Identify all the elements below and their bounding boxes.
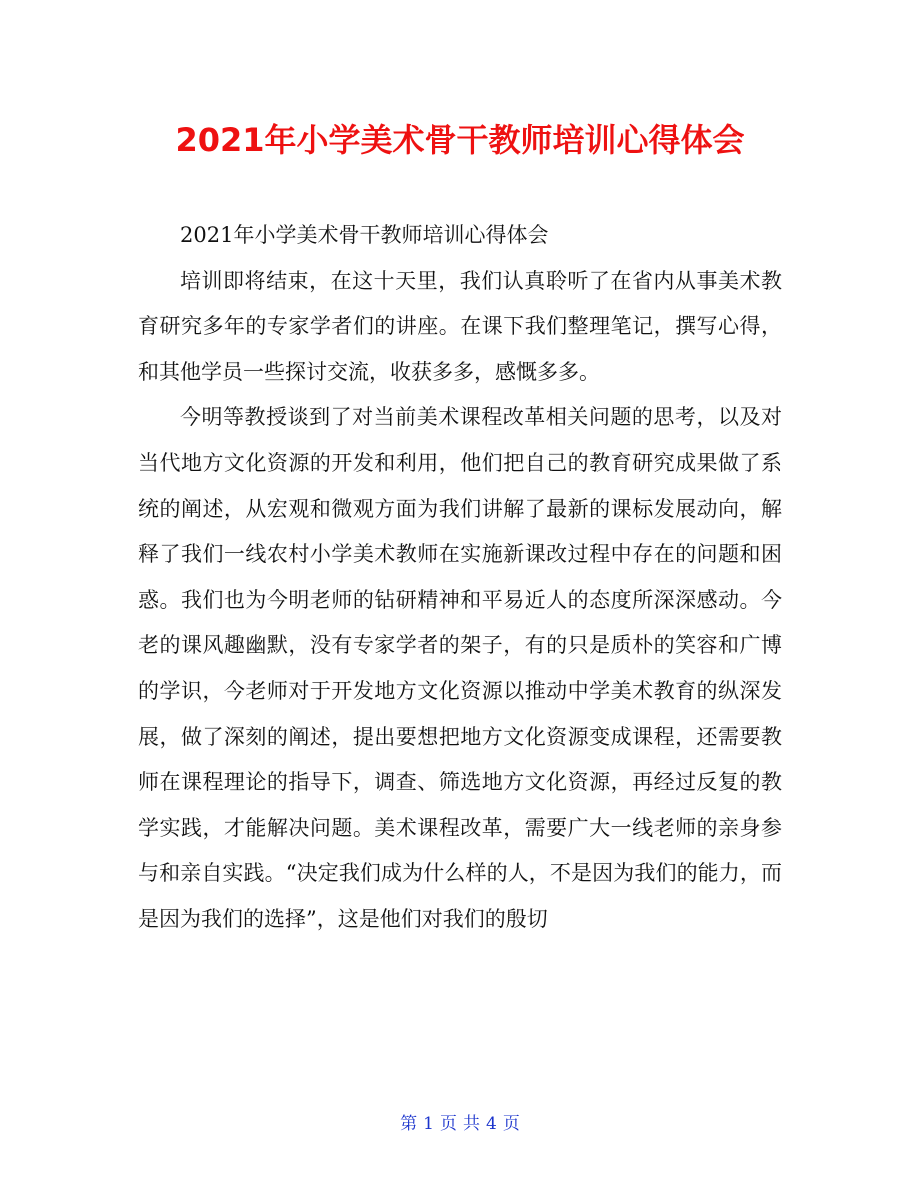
footer-page-word: 页 <box>440 1114 457 1134</box>
footer-current-page: 1 <box>423 1114 434 1134</box>
footer-total-pages: 4 <box>486 1114 497 1134</box>
paragraph-main: 今明等教授谈到了对当前美术课程改革相关问题的思考，以及对当代地方文化资源的开发和利用，他们把自己的教育研究成果做了系统的阐述，从宏观和微观方面为我们讲解了最新的课标发展动向，解释了我们一线农村小学美术教师在实施新课改过程中存在的问题和困惑。我们也为今明老师的钻研精神和平易近人的态度所深深感动。今老的课风趣幽默，没有专家学者的架子，有的只是质朴的笑容和广博的学识，今老师对于开发地方文化资源以推动中学美术教育的纵深发展，做了深刻的阐述，提出要想把地方文化资源变成课程，还需要教师在课程理论的指导下，调查、筛选地方文化资源，再经过反复的教学实践，才能解决问题。美术课程改革，需要广大一线老师的亲身参与和亲自实践。“决定我们成为什么样的人，不是因为我们的能力，而是因为我们的选择”，这是他们对我们的殷切 <box>138 405 782 931</box>
footer-total-prefix: 共 <box>463 1114 480 1134</box>
page-footer <box>0 1112 920 1136</box>
paragraph-intro: 培训即将结束，在这十天里，我们认真聆听了在省内从事美术教育研究多年的专家学者们的讲座。在课下我们整理笔记，撰写心得，和其他学员一些探讨交流，收获多多，感慨多多。 <box>138 268 782 384</box>
paragraph-subtitle: 2021年小学美术骨干教师培训心得体会 <box>180 223 549 247</box>
footer-suffix: 页 <box>502 1114 520 1134</box>
document-body <box>138 213 782 943</box>
footer-prefix: 第 <box>400 1114 418 1134</box>
document-title: 2021年小学美术骨干教师培训心得体会 <box>175 121 745 159</box>
